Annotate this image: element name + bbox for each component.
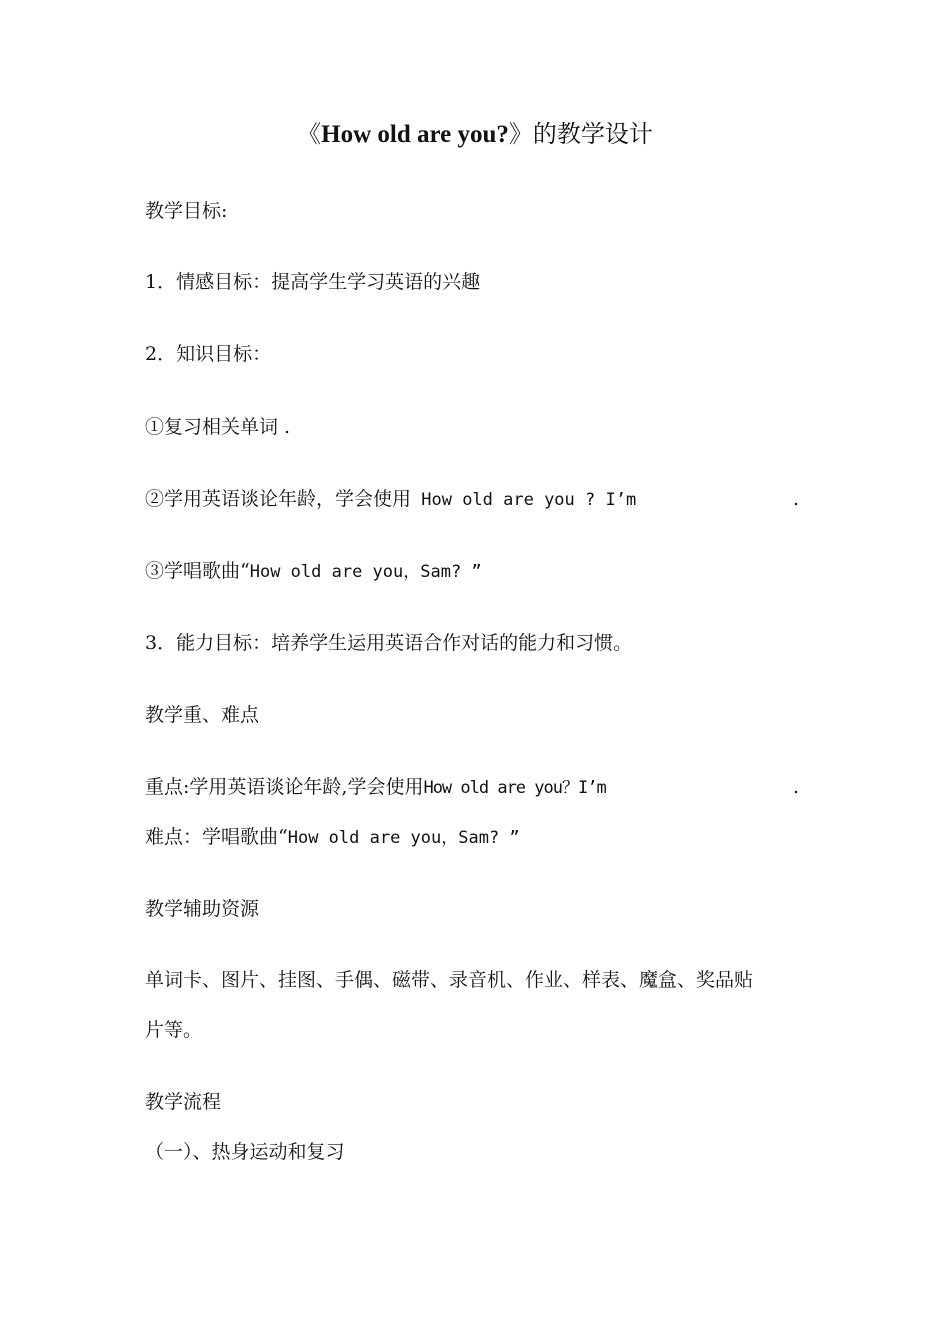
knowledge-item-age-talk <box>145 487 636 512</box>
key-point-chinese: 重点:学用英语谈论年龄,学会使用 <box>145 776 424 798</box>
objective-affective: 1．情感目标：提高学生学习英语的兴趣 <box>145 271 481 293</box>
age-talk-english: How old are you ? I’m <box>411 490 637 510</box>
difficulty-chinese: 难点：学唱歌曲“ <box>145 826 288 848</box>
title-english: How old are you? <box>321 121 509 148</box>
title-suffix: 》的教学设计 <box>508 120 653 148</box>
age-talk-chinese: ②学用英语谈论年龄，学会使用 <box>145 488 412 510</box>
document-title <box>0 118 950 151</box>
process-heading: 教学流程 <box>145 1091 222 1113</box>
difficulty-point <box>145 825 520 850</box>
key-point-english: How old are you？I’m <box>423 778 606 798</box>
objective-ability: 3．能力目标：培养学生运用英语合作对话的能力和习惯。 <box>145 632 633 654</box>
resources-heading: 教学辅助资源 <box>145 898 260 920</box>
resources-list-line1: 单词卡、图片、挂图、手偶、磁带、录音机、作业、样表、魔盒、奖品贴 <box>145 969 754 991</box>
title-open-bracket: 《 <box>297 120 322 148</box>
knowledge-item-review-words: ①复习相关单词 . <box>145 416 291 438</box>
objective-knowledge: 2．知识目标： <box>145 343 272 365</box>
knowledge-item-song <box>145 559 482 584</box>
song-chinese: ③学唱歌曲“ <box>145 560 250 582</box>
age-talk-end-period: . <box>793 488 800 510</box>
key-point <box>145 775 606 800</box>
song-english: How old are you，Sam? ” <box>249 562 482 582</box>
key-points-heading: 教学重、难点 <box>145 704 260 726</box>
objectives-heading: 教学目标: <box>145 200 228 222</box>
process-step-warmup: （一）、热身运动和复习 <box>145 1141 345 1163</box>
difficulty-english: How old are you，Sam? ” <box>287 828 520 848</box>
key-point-end-period: . <box>793 776 800 798</box>
resources-list-line2: 片等。 <box>145 1019 203 1041</box>
